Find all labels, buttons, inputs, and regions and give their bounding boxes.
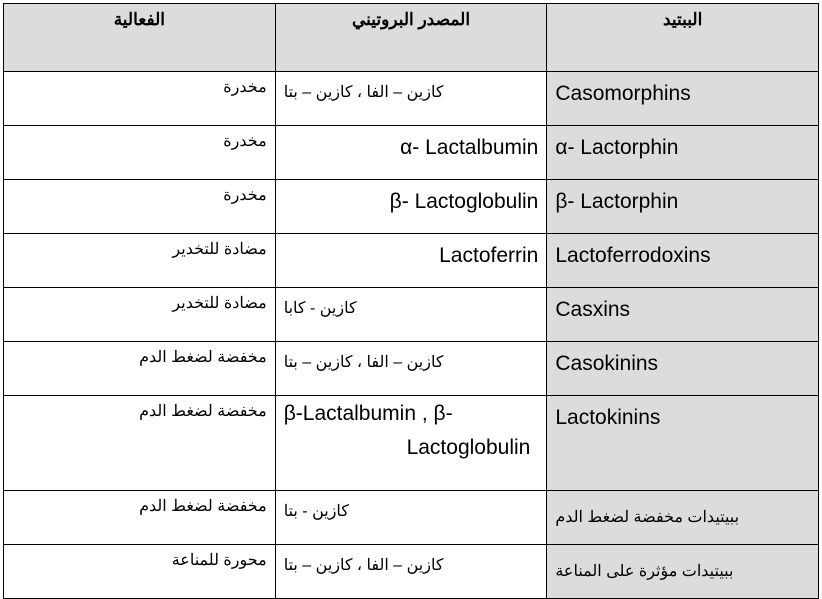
header-peptide: الببتيد <box>547 4 819 72</box>
source-text-line1: β-Lactalbumin , β- <box>283 402 453 425</box>
activity-cell: مضادة للتخدير <box>4 288 276 342</box>
source-text: Lactoferrin <box>439 244 539 267</box>
source-cell <box>275 126 547 180</box>
peptide-cell <box>547 234 819 288</box>
peptide-name: Lactoferrodoxins <box>555 244 711 267</box>
peptide-cell <box>547 126 819 180</box>
activity-cell: مخدرة <box>4 72 276 126</box>
source-cell <box>275 72 547 126</box>
activity-cell: مخدرة <box>4 126 276 180</box>
source-cell <box>275 396 547 491</box>
table-row <box>4 491 819 545</box>
header-source: المصدر البروتيني <box>275 4 547 72</box>
source-text: كازين - بتا <box>283 503 349 520</box>
peptide-name: Casokinins <box>555 352 659 375</box>
peptide-cell <box>547 491 819 545</box>
table-row <box>4 234 819 288</box>
header-activity: الفعالية <box>4 4 276 72</box>
activity-cell: محورة للمناعة <box>4 545 276 599</box>
table-row <box>4 545 819 599</box>
peptide-cell <box>547 180 819 234</box>
source-cell <box>275 491 547 545</box>
peptide-cell <box>547 72 819 126</box>
peptide-name: Casomorphins <box>555 82 691 105</box>
peptide-cell <box>547 288 819 342</box>
source-text: كازين - كابا <box>283 300 357 317</box>
table-row <box>4 180 819 234</box>
source-text: كازين – الفا ، كازين – بتا <box>283 84 444 101</box>
table-row <box>4 126 819 180</box>
table-row <box>4 72 819 126</box>
peptide-name: Casxins <box>555 298 631 321</box>
header-row <box>4 4 819 72</box>
peptide-name: ببيتيدات مؤثرة على المناعة <box>555 563 734 580</box>
peptide-cell <box>547 545 819 599</box>
peptide-name: ببيتيدات مخفضة لضغط الدم <box>555 509 740 526</box>
peptide-name: α- Lactorphin <box>555 136 679 159</box>
peptide-table <box>3 3 819 599</box>
peptide-cell <box>547 342 819 396</box>
activity-cell: مخدرة <box>4 180 276 234</box>
source-text: β- Lactoglobulin <box>389 190 539 213</box>
activity-cell: مخفضة لضغط الدم <box>4 396 276 491</box>
peptide-cell <box>547 396 819 491</box>
source-cell <box>275 342 547 396</box>
peptide-name: β- Lactorphin <box>555 190 679 213</box>
table-row <box>4 396 819 491</box>
source-cell <box>275 234 547 288</box>
source-text: α- Lactalbumin <box>400 136 539 159</box>
activity-cell: مخفضة لضغط الدم <box>4 491 276 545</box>
source-cell <box>275 180 547 234</box>
source-text-line2: Lactoglobulin <box>406 436 531 459</box>
activity-cell: مضادة للتخدير <box>4 234 276 288</box>
table-row <box>4 288 819 342</box>
source-text: كازين – الفا ، كازين – بتا <box>283 354 444 371</box>
peptide-name: Lactokinins <box>555 406 661 429</box>
source-cell <box>275 288 547 342</box>
activity-cell: مخفضة لضغط الدم <box>4 342 276 396</box>
source-cell <box>275 545 547 599</box>
source-text: كازين – الفا ، كازين – بتا <box>283 557 444 574</box>
table-row <box>4 342 819 396</box>
